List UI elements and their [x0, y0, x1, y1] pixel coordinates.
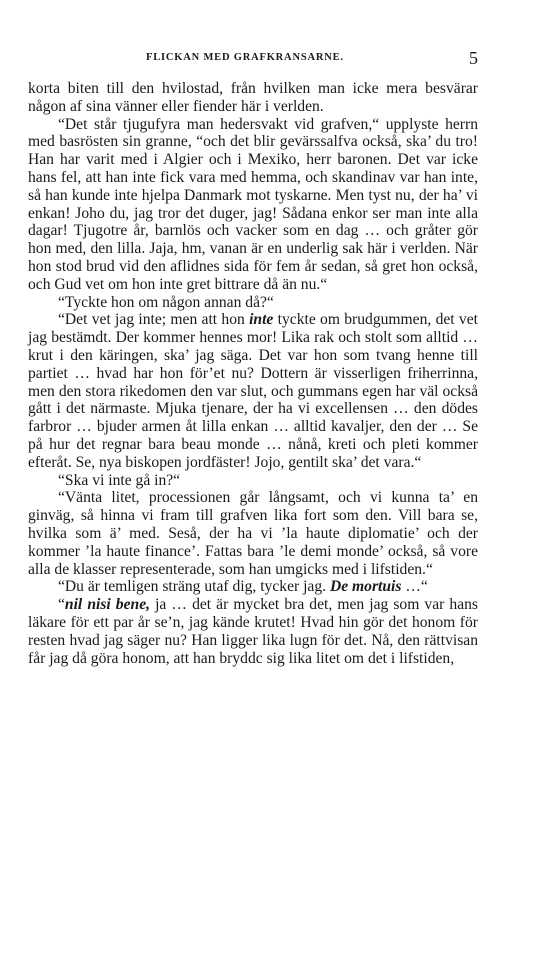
paragraph-text: korta biten till den hvilostad, från hvilken man icke mera besvärar någon af sina vänner eller fiender här i verlden. — [28, 80, 478, 115]
paragraph — [28, 294, 478, 312]
paragraph-text: “Tyckte hon om någon annan då?“ — [58, 293, 274, 311]
paragraph-text: “Vänta litet, processionen går långsamt, och vi kunna ta’ en ginväg, så hinna vi fram till grafven lika fort som den. Vill bara se, hvilka som ä’ med. Seså, der ha vi ’la haute diplomatie’ och der kommer ’la haute finance’. Fattas bara ’le demi monde’ också, så vore alla de klasser representerade, som han umgicks med i lifstiden.“ — [28, 489, 478, 578]
page-number: 5 — [469, 48, 478, 68]
paragraph — [28, 578, 478, 596]
paragraph — [28, 472, 478, 490]
running-head: FLICKAN MED GRAFKRANSARNE. — [146, 52, 344, 63]
emphasis-text: De mortuis — [329, 578, 402, 596]
body-text — [28, 80, 478, 667]
paragraph — [28, 116, 478, 294]
paragraph-text: “Du är temligen sträng utaf dig, tycker jag. — [58, 578, 330, 596]
emphasis-text: inte — [249, 311, 274, 329]
emphasis-text: nil nisi bene, — [64, 596, 151, 614]
paragraph-text: “ — [58, 596, 65, 614]
paragraph-text: “Det vet jag inte; men att hon — [58, 311, 250, 329]
paragraph — [28, 80, 478, 116]
paragraph-text: “Det står tjugufyra man hedersvakt vid grafven,“ upplyste herrn med basrösten sin granne, “och det blir gevärssalfva också, ska’ du tro! Han har varit med i Algier och i Mexiko, herr baronen. Det var icke hans fel, att han inte fick vara med hemma, och skandinav var han inte, så han kunde inte hjelpa Danmark mot tyskarne. Men tyst nu, der ha’ vi enkan! Joho du, jag tror det duger, jag! Sådana enkor ser man inte alla dagar! Tjugotre år, barnlös och vacker som en dag … och gråter gör hon med, den lilla. Jaja, hm, vanan är en underlig sak här i verlden. När hon stod brud vid den aflidnes sida för fem år sedan, så gret hon också, och Gud vet om hon inte gret bittrare då än nu.“ — [28, 115, 478, 293]
page-header — [28, 50, 478, 70]
paragraph-text: “Ska vi inte gå in?“ — [58, 471, 181, 489]
paragraph — [28, 596, 478, 667]
paragraph — [28, 489, 478, 578]
paragraph-text: tyckte om brudgummen, det vet jag bestämdt. Der kommer hennes mor! Lika rak och stolt som alltid … krut i den käringen, ska’ jag säga. Det var hon som tvang henne till partiet … hvad har hon för’et nu? Dottern är visserligen friherrinna, men den stora rikedomen den var slut, och gummans egen har väl också gått i det närmaste. Mjuka tjenare, der ha vi excellensen … den dödes farbror … bjuder armen åt lilla enkan … alltid kavaljer, den der … Se på hur det regnar bara beau monde … nånå, kreti och pleti kommer efteråt. Se, nya biskopen jordfäster! Jojo, gentilt ska’ det vara.“ — [28, 311, 478, 471]
paragraph-text: …“ — [401, 578, 428, 596]
paragraph-text: ja … det är mycket bra det, men jag som var hans läkare för ett par år se’n, jag kände krutet! Hvad hin gör det honom för resten hvad jag säger nu? Han ligger lika lugn för det. Nå, den rättvisan får jag då göra honom, att han bryddc sig lika litet om det i lifstiden, — [28, 596, 478, 667]
paragraph — [28, 311, 478, 471]
